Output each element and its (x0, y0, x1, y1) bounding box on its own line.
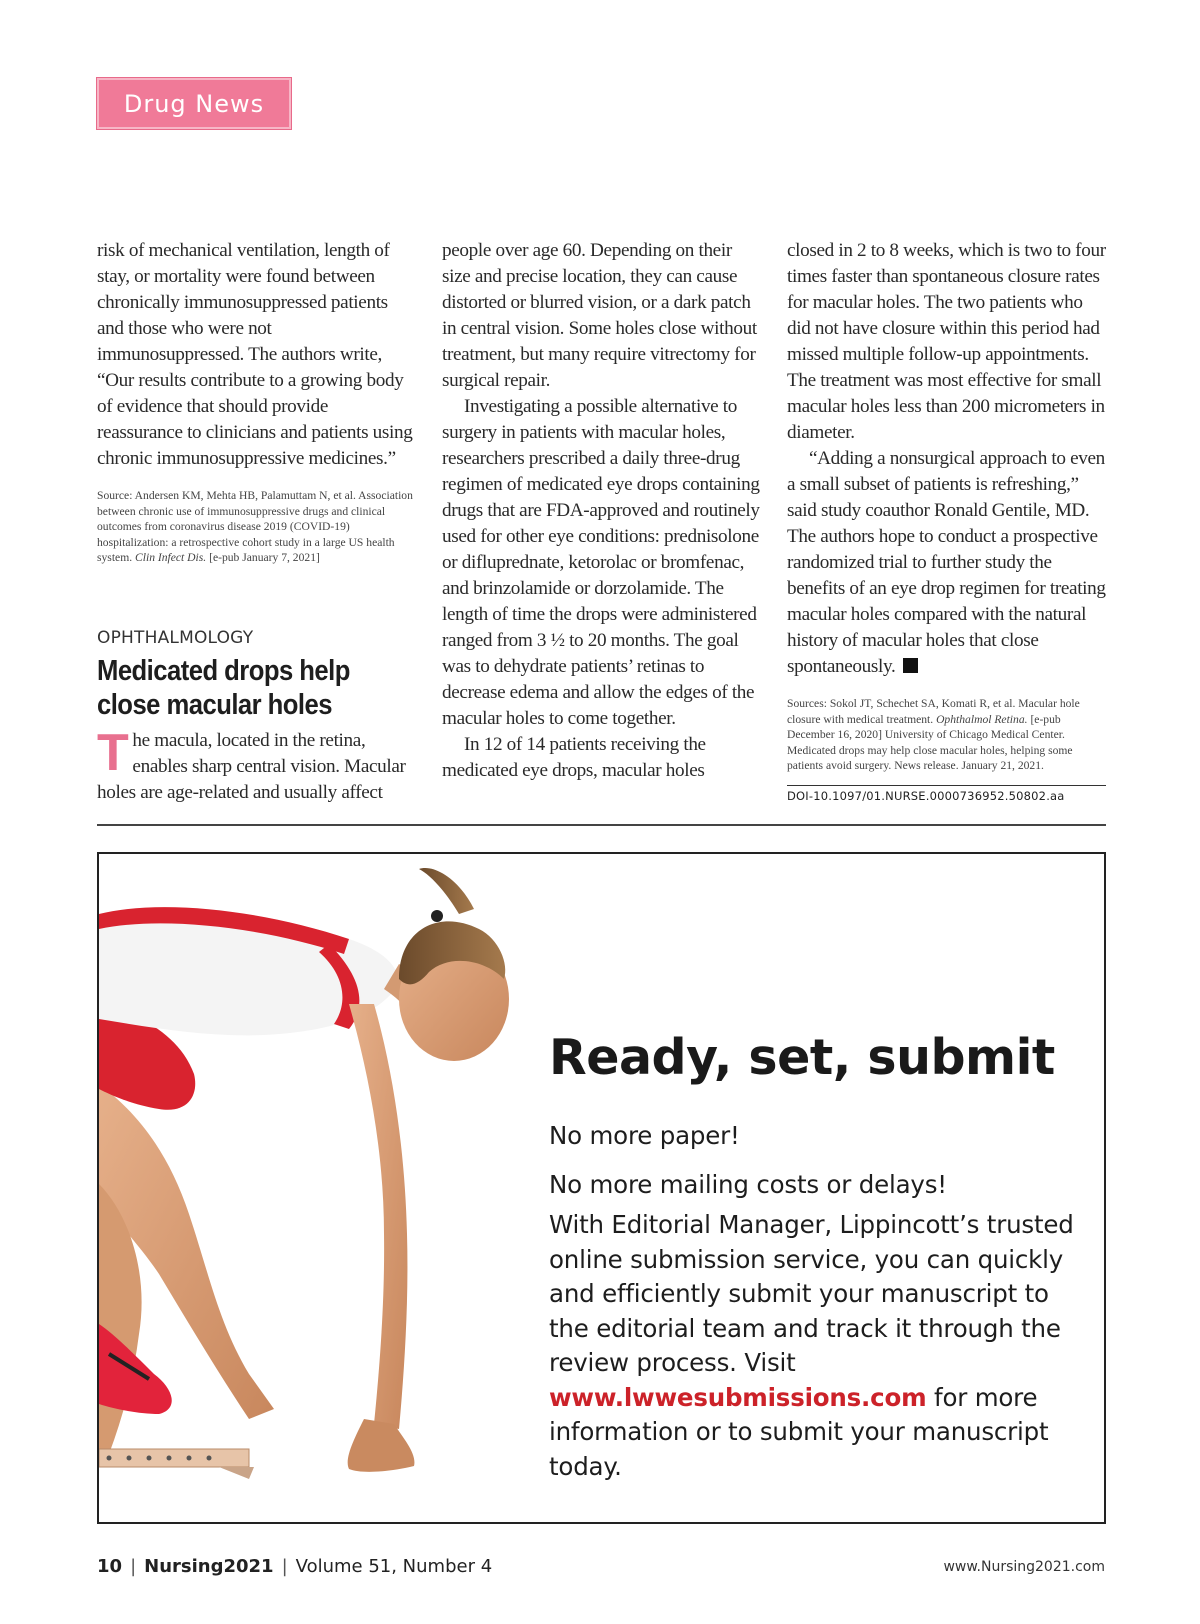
submission-link[interactable]: www.lwwesubmissions.com (549, 1382, 927, 1412)
section-banner: Drug News (97, 78, 291, 129)
body-paragraph: risk of mechanical ventilation, length of stay, or mortality were found between chronically immunosuppressed patients and those who were not immunosuppressed. The authors write, “Our results contribute to a growing body of evidence that should provide reassurance to clinicians and patients using chronic immunosuppressive medicines.” (97, 240, 413, 469)
body-paragraph: In 12 of 14 patients receiving the medicated eye drops, macular holes (442, 734, 706, 781)
magazine-name: Nursing2021 (144, 1556, 274, 1577)
ad-body: With Editorial Manager, Lippincott’s trusted online submission service, you can quickly and efficiently submit your manuscript to the editorial team and track it through the review process. Visit www.lwwesubmissions.com for more information or to submit your manuscript today. (549, 1210, 1074, 1481)
starting-block-shape (99, 1449, 249, 1467)
hand-shape (348, 1419, 415, 1472)
doi-text: DOI-10.1097/01.NURSE.0000736952.50802.aa (787, 789, 1065, 803)
body-paragraph: Investigating a possible alternative to surgery in patients with macular holes, researchers prescribed a daily three-drug regimen of medicated eye drops containing drugs that are FDA-approved and routinely used for other eye conditions: prednisolone or difluprednate, ketorolac or bromfenac, and brinzolamide or dorzolamide. The length of time the drops were administered ranged from 3 ½ to 20 months. The goal was to dehydrate patients’ retinas to decrease edema and allow the edges of the macular holes to come together. (442, 396, 760, 729)
advertisement-box (97, 852, 1106, 1524)
drop-cap: T (97, 724, 129, 782)
body-paragraph: closed in 2 to 8 weeks, which is two to four times faster than spontaneous closure rates for macular holes. The two patients who did not have closure within this period had missed multiple follow-up appointments. The treatment was most effective for small macular holes less than 200 micrometers in diameter. (787, 240, 1106, 443)
website-url: www.Nursing2021.com (943, 1559, 1105, 1575)
doi-divider (787, 785, 1106, 786)
page-footer (97, 1556, 492, 1577)
source-citation: Source: Andersen KM, Mehta HB, Palamuttam N, et al. Association between chronic use of immunosuppressive drugs and clinical outcomes from coronavirus disease 2019 (COVID-19) hospitalization: a retrospective cohort study in a large US health system. Clin Infect Dis. [e-pub January 7, 2021] (97, 489, 413, 564)
section-kicker: OPHTHALMOLOGY (97, 628, 254, 648)
section-divider (97, 824, 1106, 826)
arm-shape (349, 1004, 407, 1429)
article-column-2 (442, 238, 764, 784)
article-column-1 (97, 238, 417, 566)
end-mark-icon (903, 658, 918, 673)
ad-line: No more mailing costs or delays! (549, 1170, 947, 1199)
page-number: 10 (97, 1556, 123, 1577)
article-column-3 (787, 238, 1107, 774)
sprinter-illustration (99, 854, 559, 1524)
ad-line: No more paper! (549, 1121, 740, 1150)
body-paragraph: “Adding a nonsurgical approach to even a small subset of patients is refreshing,” said study coauthor Ronald Gentile, MD. The authors hope to conduct a prospective randomized trial to further study the benefits of an eye drop regimen for treating macular holes compared with the natural history of macular holes that close spontaneously. (787, 448, 1106, 677)
footer-separator: | (130, 1556, 137, 1577)
ad-headline: Ready, set, submit (549, 1029, 1055, 1086)
volume-info: Volume 51, Number 4 (295, 1556, 493, 1577)
article-headline: Medicated drops help close macular holes (97, 655, 350, 721)
footer-separator: | (281, 1556, 288, 1577)
article-lead: The macula, located in the retina, enables sharp central vision. Macular holes are age-related and usually affect (97, 724, 406, 803)
source-citation: Sources: Sokol JT, Schechet SA, Komati R, et al. Macular hole closure with medical treatment. Ophthalmol Retina. [e-pub December 16, 2020] University of Chicago Medical Center. Medicated drops may help close macular holes, helping some patients avoid surgery. News release. January 21, 2021. (787, 697, 1080, 772)
body-paragraph: people over age 60. Depending on their size and precise location, they can cause distorted or blurred vision, or a dark patch in central vision. Some holes close without treatment, but many require vitrectomy for surgical repair. (442, 240, 757, 391)
